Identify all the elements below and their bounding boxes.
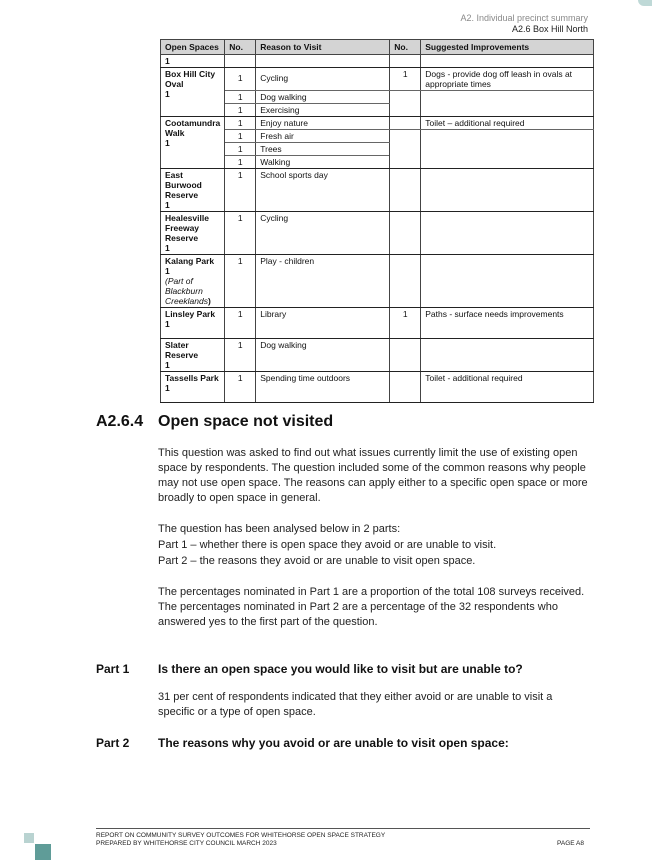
cell-open-space (161, 372, 225, 403)
cell-reason: Dog walking (256, 91, 390, 104)
cell-reason: Enjoy nature (256, 117, 390, 130)
paragraph-line: Part 2 – the reasons they avoid or are unable to visit open space. (158, 555, 476, 567)
header-subsection-title: A2.6 Box Hill North (511, 24, 588, 34)
cell-improvement-no: 1 (390, 68, 421, 91)
part1-text: 31 per cent of respondents indicated that they either avoid or are unable to visit a specific or a type of open space. (158, 691, 553, 718)
footer-report-title: REPORT ON COMMUNITY SURVEY OUTCOMES FOR WHITEHORSE OPEN SPACE STRATEGY (96, 832, 386, 839)
table-row (161, 130, 594, 143)
cell-reason: Dog walking (256, 339, 390, 372)
open-space-count: 1 (165, 89, 170, 99)
header-section-title: A2. Individual precinct summary (460, 13, 588, 23)
section-paragraph-3: The percentages nominated in Part 1 are a proportion of the total 108 surveys received. The percentages nominated in Part 2 are a percentage of the 32 respondents who answered yes to the first part of the question. (158, 586, 585, 628)
cell-improvement: Toilet – additional required (421, 117, 594, 130)
col-reason: Reason to Visit (256, 40, 390, 55)
open-space-note-close: ) (208, 296, 211, 306)
table-row (161, 339, 594, 372)
open-space-name: Tassells Park (165, 373, 219, 383)
cell-reason: Cycling (256, 212, 390, 255)
cell-reason: Spending time outdoors (256, 372, 390, 403)
cell-open-space (161, 169, 225, 212)
cell-reason: School sports day (256, 169, 390, 212)
table-row (161, 308, 594, 339)
open-space-note: (Part of Blackburn Creeklands (165, 276, 208, 306)
cell-open-space: 1 (161, 55, 225, 68)
part1-title: Is there an open space you would like to visit but are unable to? (158, 662, 523, 676)
cell-open-space (161, 308, 225, 339)
logo-square-dark (35, 844, 51, 860)
cell-reason-no: 1 (225, 339, 256, 372)
table-row (161, 117, 594, 130)
cell-reason-no: 1 (225, 156, 256, 169)
footer-divider (96, 828, 590, 829)
open-space-count: 1 (165, 383, 170, 393)
open-space-name: Kalang Park (165, 256, 215, 266)
cell-reason-no: 1 (225, 308, 256, 339)
open-space-count: 1 (165, 200, 170, 210)
footer-prepared-by: PREPARED BY WHITEHORSE CITY COUNCIL MARCH 2023 (96, 840, 277, 847)
footer-text (96, 832, 385, 848)
open-space-name: Slater Reserve (165, 340, 199, 360)
open-space-count: 1 (165, 138, 170, 148)
col-open-spaces: Open Spaces (161, 40, 225, 55)
cell-reason-no: 1 (225, 143, 256, 156)
table-header-row (161, 40, 594, 55)
cell-open-space (161, 212, 225, 255)
table-row (161, 169, 594, 212)
cell-reason: Trees (256, 143, 390, 156)
open-space-name: Healesville Freeway Reserve (165, 213, 209, 243)
open-space-count: 1 (165, 360, 170, 370)
cell-reason: Play - children (256, 255, 390, 308)
open-space-name: East Burwood Reserve (165, 170, 202, 200)
cell-reason-no: 1 (225, 104, 256, 117)
part2-heading (96, 736, 509, 750)
table-row (161, 68, 594, 91)
table-row (161, 91, 594, 104)
cell-improvement-no: 1 (390, 308, 421, 339)
table-row (161, 55, 594, 68)
section-number: A2.6.4 (96, 413, 144, 430)
cell-reason-no: 1 (225, 117, 256, 130)
cell-reason-no: 1 (225, 130, 256, 143)
cell-reason: Cycling (256, 68, 390, 91)
col-improvements: Suggested Improvements (421, 40, 594, 55)
table-row (161, 212, 594, 255)
cell-open-space (161, 255, 225, 308)
corner-decoration (638, 0, 652, 6)
table-row (161, 255, 594, 308)
cell-reason: Library (256, 308, 390, 339)
part1-label: Part 1 (96, 662, 130, 676)
cell-improvement: Paths - surface needs improvements (421, 308, 594, 339)
col-no-2: No. (390, 40, 421, 55)
open-space-count: 1 (165, 243, 170, 253)
part2-title: The reasons why you avoid or are unable to visit open space: (158, 736, 509, 750)
section-paragraph-1: This question was asked to find out what issues currently limit the use of existing open space by respondents. The question included some of the common reasons why people may not use open space. The reasons can apply either to a specific open space or more broadly to open space in general. (158, 447, 588, 504)
cell-reason-no: 1 (225, 91, 256, 104)
table-row (161, 372, 594, 403)
logo-square-light (24, 833, 34, 843)
cell-reason-no: 1 (225, 255, 256, 308)
cell-reason-no: 1 (225, 372, 256, 403)
cell-improvement: Toilet - additional required (421, 372, 594, 403)
paragraph-line: Part 1 – whether there is open space they avoid or are unable to visit. (158, 539, 497, 551)
cell-reason: Fresh air (256, 130, 390, 143)
cell-open-space (161, 339, 225, 372)
cell-open-space (161, 68, 225, 117)
page-header (460, 13, 588, 35)
part2-label: Part 2 (96, 736, 130, 750)
section-title: Open space not visited (158, 413, 334, 430)
cell-reason: Exercising (256, 104, 390, 117)
open-space-name: Linsley Park (165, 309, 216, 319)
open-space-count: 1 (165, 266, 170, 276)
open-space-name: Box Hill City Oval (165, 69, 216, 89)
open-space-count: 1 (165, 319, 170, 329)
part1-heading (96, 662, 523, 676)
cell-open-space (161, 117, 225, 169)
cell-reason-no: 1 (225, 212, 256, 255)
open-space-name: Cootamundra Walk (165, 118, 221, 138)
paragraph-line: The question has been analysed below in 2 parts: (158, 523, 401, 535)
page-number: PAGE A8 (557, 840, 584, 847)
cell-improvement: Dogs - provide dog off leash in ovals at appropriate times (421, 68, 594, 91)
open-space-visits-table (160, 39, 594, 403)
col-no-1: No. (225, 40, 256, 55)
section-heading (96, 413, 333, 431)
section-paragraph-2 (158, 522, 588, 569)
cell-reason-no: 1 (225, 68, 256, 91)
cell-reason-no: 1 (225, 169, 256, 212)
cell-reason: Walking (256, 156, 390, 169)
